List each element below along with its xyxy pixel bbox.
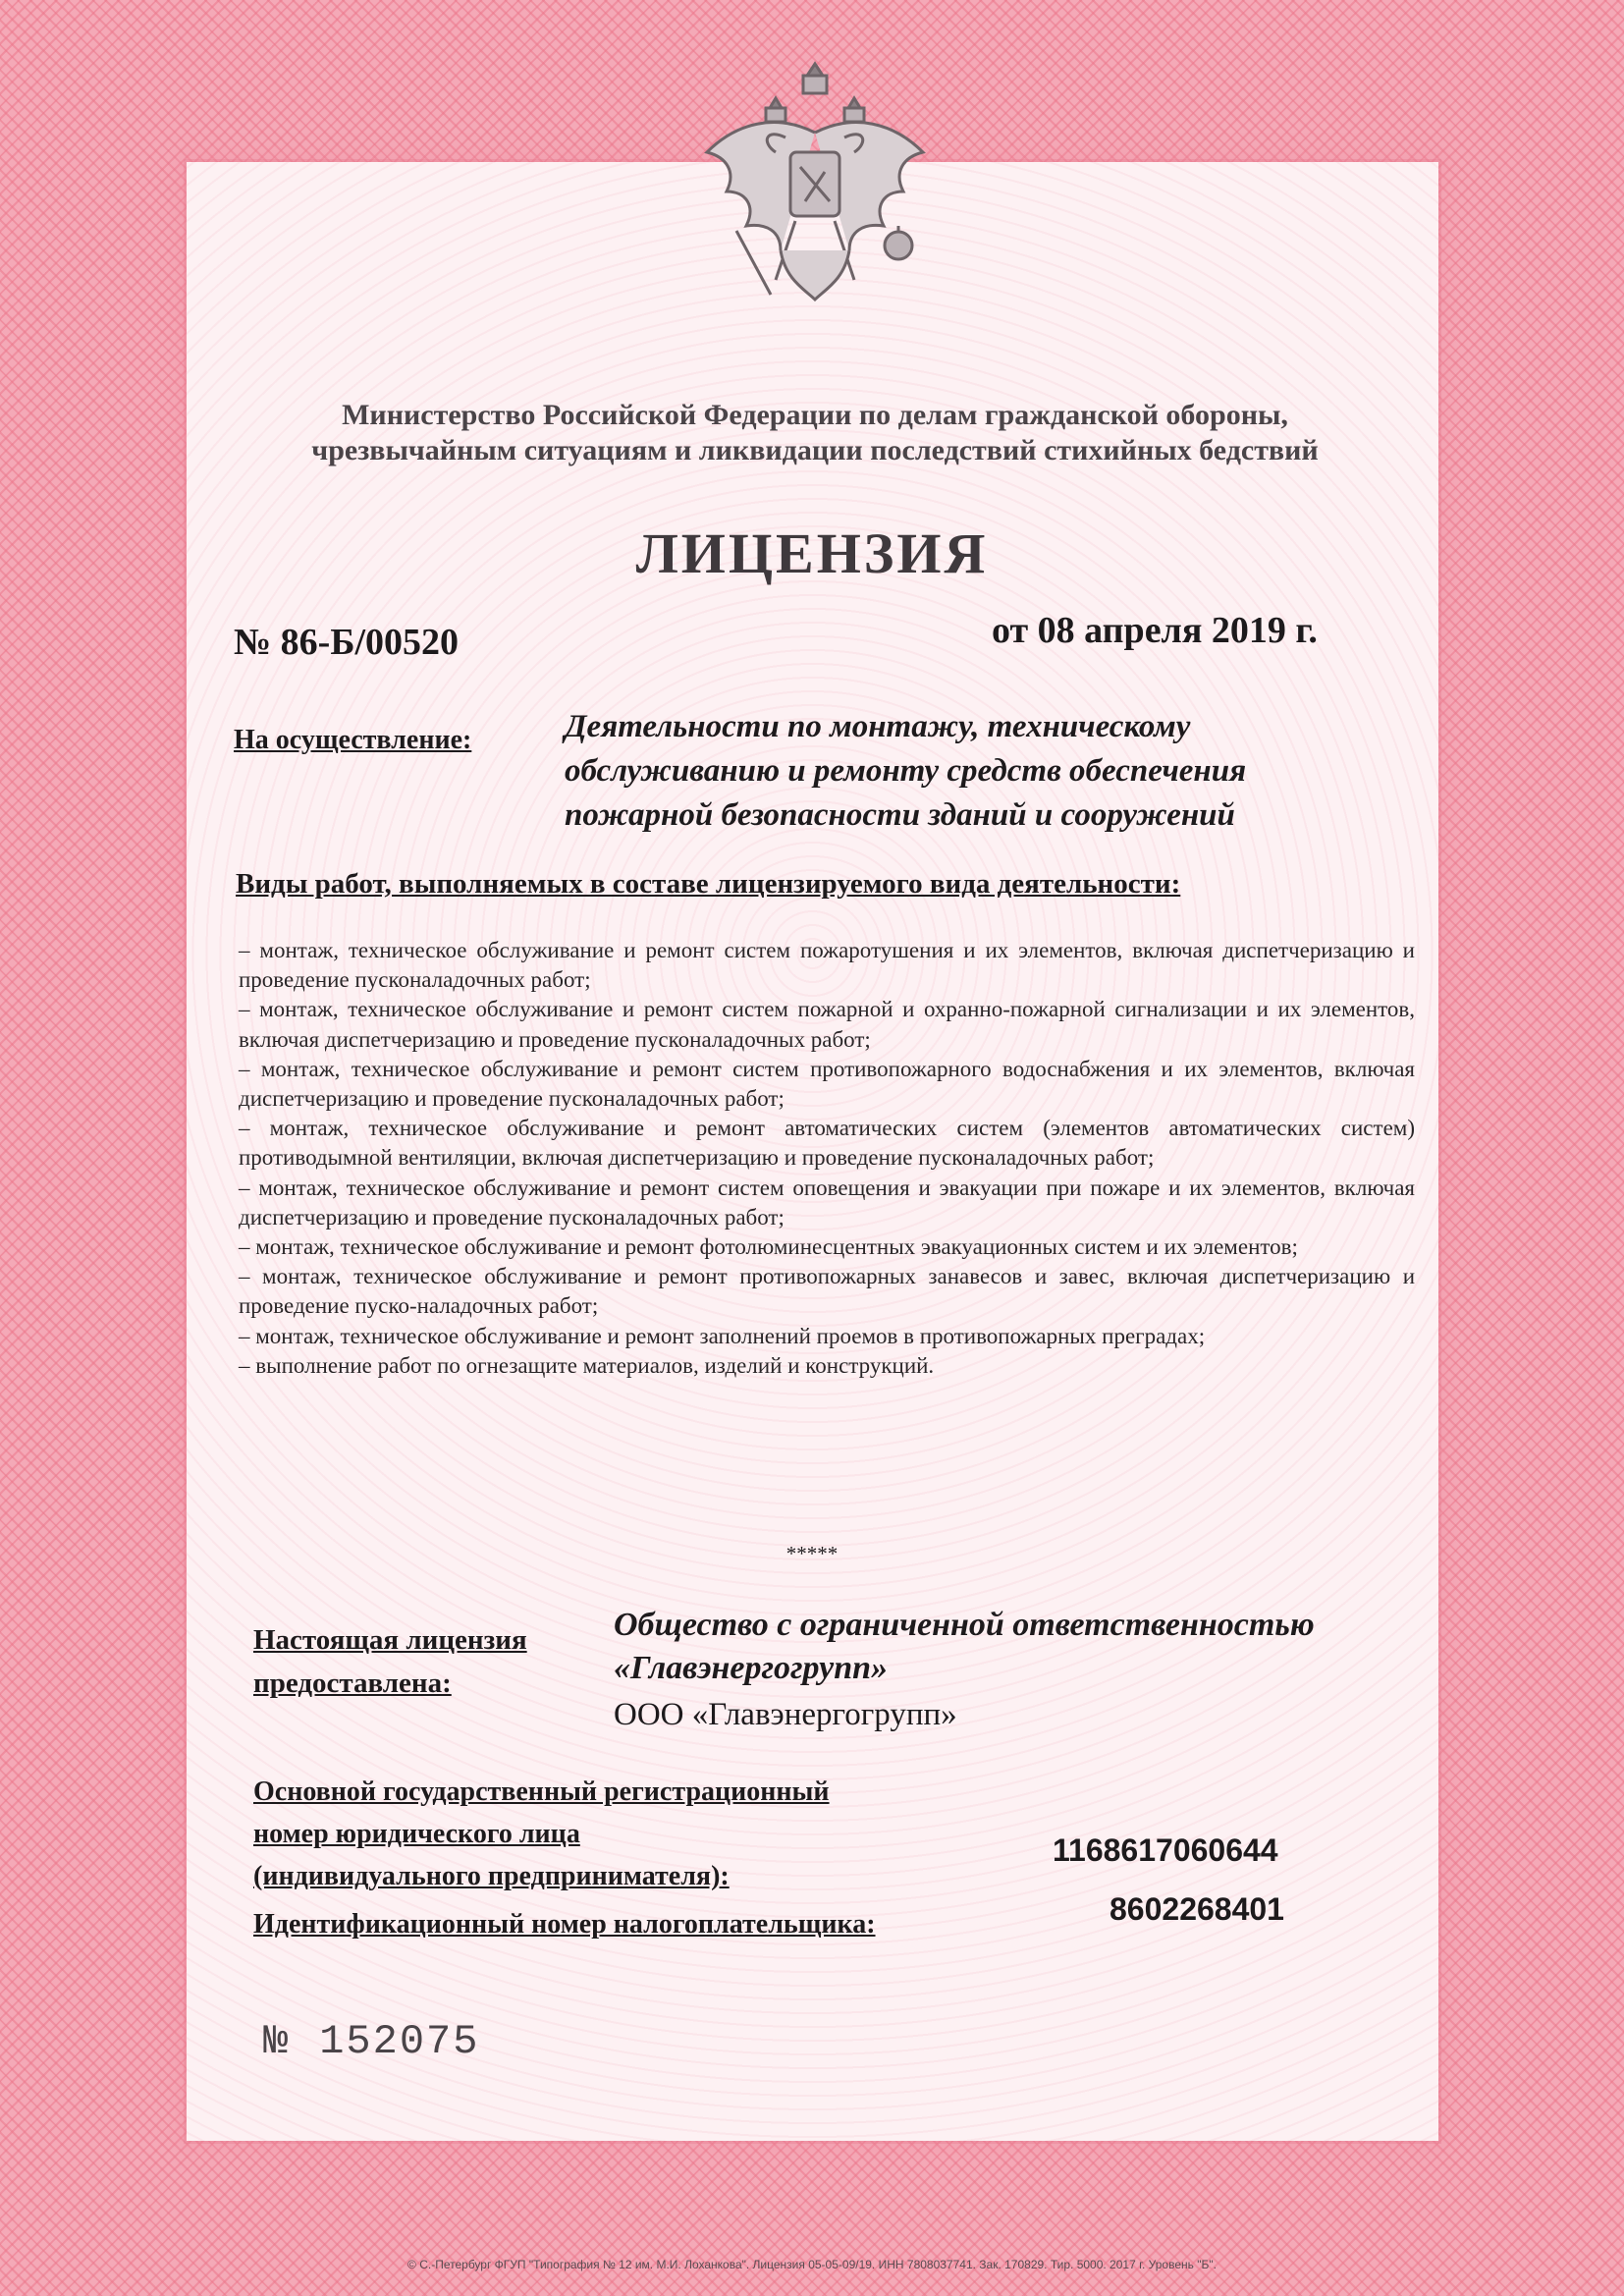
document-title: ЛИЦЕНЗИЯ [635,521,989,585]
works-list [239,936,1415,1381]
list-item: – монтаж, техническое обслуживание и ремонт автоматических систем (элементов автоматических систем) противодымной вентиляции, включая диспетчеризацию и проведение пусконаладочных работ; [239,1116,1415,1171]
list-item: – монтаж, техническое обслуживание и ремонт систем пожарной и охранно-пожарной сигнализации и их элементов, включая диспетчеризацию и проведение пусконаладочных работ; [239,997,1415,1052]
list-item: – монтаж, техническое обслуживание и ремонт заполнений проемов в противопожарных преградах; [239,1323,1206,1348]
number-sign: № [263,2018,291,2065]
ogrn-value: 1168617060644 [1053,1832,1278,1868]
list-item: – монтаж, техническое обслуживание и ремонт фотолюминесцентных эвакуационных систем и их элементов; [239,1234,1298,1260]
grantee-name-line: Общество с ограниченной ответственностью [614,1607,1315,1643]
issuing-authority-line: чрезвычайным ситуациям и ликвидации последствий стихийных бедствий [311,434,1319,466]
activity-line: Деятельности по монтажу, техническому [565,709,1191,744]
grantee-label-line: Настоящая лицензия [253,1624,527,1656]
activity-line: обслуживанию и ремонту средств обеспечения [565,753,1247,789]
list-item: – монтаж, техническое обслуживание и ремонт систем противопожарного водоснабжения и их элементов, включая диспетчеризацию и проведение пусконаладочных работ; [239,1056,1415,1112]
blank-serial-number [263,2018,479,2065]
activity-label: На осуществление: [234,725,472,755]
list-item: – монтаж, техническое обслуживание и ремонт систем пожаротушения и их элементов, включая диспетчеризацию и проведение пусконаладочных работ; [239,938,1415,993]
list-item: – монтаж, техническое обслуживание и ремонт систем оповещения и эвакуации при пожаре и их элементов, включая диспетчеризацию и проведение пусконаладочных работ; [239,1175,1415,1230]
grantee-label [253,1618,527,1705]
separator: ***** [785,1542,839,1565]
grantee-name-line: «Главэнергогрупп» [614,1650,889,1686]
list-item: – монтаж, техническое обслуживание и ремонт противопожарных занавесов и завес, включая диспетчеризацию и проведение пуско-наладочных работ; [239,1264,1415,1319]
issuing-authority-line: Министерство Российской Федерации по делам гражданской обороны, [342,399,1288,431]
serial-value: 152075 [319,2018,480,2065]
grantee-full-name [614,1604,1438,1690]
ogrn-label-line: номер юридического лица [253,1819,580,1849]
issuing-authority [196,398,1434,468]
activity-line: пожарной безопасности зданий и сооружений [565,797,1235,833]
inn-value: 8602268401 [1110,1891,1284,1927]
ogrn-label-line: (индивидуального предпринимателя): [253,1861,730,1891]
license-date: от 08 апреля 2019 г. [992,610,1318,651]
coat-of-arms-icon [668,44,962,339]
list-item: – выполнение работ по огнезащите материалов, изделий и конструкций. [239,1352,935,1378]
ogrn-label-line: Основной государственный регистрационный [253,1777,830,1807]
grantee-label-line: предоставлена: [253,1667,452,1699]
ogrn-label [253,1771,830,1897]
license-number: № 86-Б/00520 [234,622,460,663]
works-heading: Виды работ, выполняемых в составе лицензируемого вида деятельности: [236,868,1181,900]
printer-imprint: © С.-Петербург ФГУП "Типография № 12 им. М.И. Лоханкова". Лицензия 05-05-09/19. ИНН 7808037741. Зак. 170829. Тир. 5000. 2017 г. Уровень "Б". [407,2258,1217,2271]
activity-description [565,705,1409,838]
inn-label: Идентификационный номер налогоплательщика: [253,1909,876,1940]
grantee-short-name: ООО «Главэнергогрупп» [614,1697,957,1732]
